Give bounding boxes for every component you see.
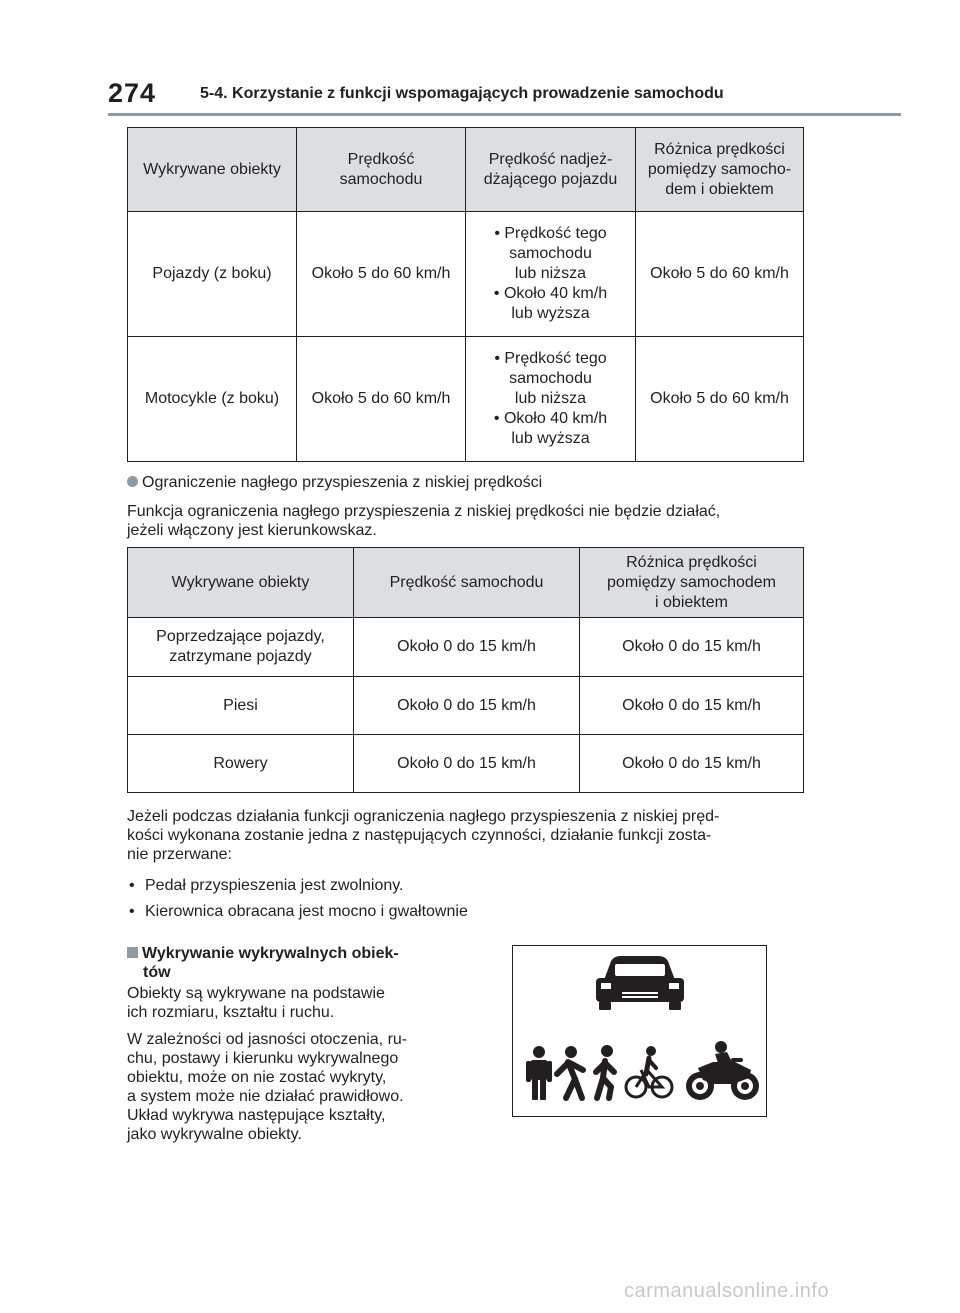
bicycle-icon bbox=[626, 1046, 672, 1097]
interruption-bullet: • Kierownica obracana jest mocno i gwałtownie bbox=[129, 903, 468, 920]
cell-vehicle-speed: Około 0 do 15 km/h bbox=[354, 735, 580, 793]
pedestrian-standing-icon bbox=[526, 1046, 552, 1100]
cell-speed-difference: Około 5 do 60 km/h bbox=[636, 212, 804, 337]
interruption-bullet: • Pedał przyspieszenia jest zwolniony. bbox=[129, 877, 404, 894]
low-speed-objects-table bbox=[127, 547, 804, 793]
table-header-row bbox=[128, 128, 804, 212]
cell-approaching-speed: • Prędkość tego samochodu lub niższa • Około 40 km/h lub wyższa bbox=[466, 212, 636, 337]
watermark: carmanualsonline.info bbox=[624, 1280, 830, 1302]
table-row bbox=[128, 337, 804, 462]
page-number: 274 bbox=[108, 78, 157, 108]
motorcycle-icon bbox=[686, 1041, 759, 1100]
cell-speed-difference: Około 0 do 15 km/h bbox=[580, 677, 804, 735]
pedestrian-walking-icon bbox=[557, 1046, 583, 1098]
car-icon bbox=[596, 956, 684, 1010]
table-header-row bbox=[128, 548, 804, 618]
header-detected-objects: Wykrywane obiekty bbox=[128, 128, 297, 212]
header-vehicle-speed: Prędkość samochodu bbox=[354, 548, 580, 618]
cell-object: Poprzedzające pojazdy, zatrzymane pojazdy bbox=[128, 618, 354, 677]
cell-object: Motocykle (z boku) bbox=[128, 337, 297, 462]
table-row bbox=[128, 677, 804, 735]
table-row bbox=[128, 212, 804, 337]
table-row bbox=[128, 735, 804, 793]
side-objects-table bbox=[127, 127, 804, 462]
cell-vehicle-speed: Około 5 do 60 km/h bbox=[297, 212, 466, 337]
header-approaching-speed: Prędkość nadjeż- dżającego pojazdu bbox=[466, 128, 636, 212]
cell-speed-difference: Około 0 do 15 km/h bbox=[580, 735, 804, 793]
cell-speed-difference: Około 0 do 15 km/h bbox=[580, 618, 804, 677]
chapter-title: 5-4. Korzystanie z funkcji wspomagających prowadzenie samochodu bbox=[200, 85, 724, 102]
cell-vehicle-speed: Około 5 do 60 km/h bbox=[297, 337, 466, 462]
header-speed-difference: Różnica prędkości pomiędzy samocho- dem i obiektem bbox=[636, 128, 804, 212]
header-divider bbox=[108, 113, 901, 116]
low-speed-paragraph: Funkcja ograniczenia nagłego przyspieszenia z niskiej prędkości nie będzie działać, jeżeli włączony jest kierunkowskaz. bbox=[127, 503, 721, 539]
cell-vehicle-speed: Około 0 do 15 km/h bbox=[354, 677, 580, 735]
table-row bbox=[128, 618, 804, 677]
header-detected-objects: Wykrywane obiekty bbox=[128, 548, 354, 618]
pedestrian-running-icon bbox=[596, 1045, 614, 1098]
cell-object: Pojazdy (z boku) bbox=[128, 212, 297, 337]
section-heading-low-speed: Ograniczenie nagłego przyspieszenia z niskiej prędkości bbox=[127, 474, 542, 492]
header-speed-difference: Różnica prędkości pomiędzy samochodem i obiektem bbox=[580, 548, 804, 618]
detection-heading: Wykrywanie wykrywalnych obiek- tów bbox=[127, 944, 457, 982]
section-square-icon bbox=[127, 947, 138, 958]
cell-speed-difference: Około 5 do 60 km/h bbox=[636, 337, 804, 462]
section-bullet-icon bbox=[127, 476, 138, 487]
cell-vehicle-speed: Około 0 do 15 km/h bbox=[354, 618, 580, 677]
header-vehicle-speed: Prędkość samochodu bbox=[297, 128, 466, 212]
detection-paragraph-2: W zależności od jasności otoczenia, ru- chu, postawy i kierunku wykrywalnego obiektu, może on nie zostać wykryty, a system może nie działać prawidłowo. Układ wykrywa następujące kształty, jako wykrywalne obiekty. bbox=[127, 1031, 408, 1143]
detectable-objects-figure bbox=[512, 945, 767, 1117]
interruption-paragraph: Jeżeli podczas działania funkcji ograniczenia nagłego przyspieszenia z niskiej pręd- kości wykonana zostanie jedna z następujących czynności, działanie funkcji zosta- nie przerwane: bbox=[127, 808, 720, 863]
cell-object: Rowery bbox=[128, 735, 354, 793]
cell-approaching-speed: • Prędkość tego samochodu lub niższa • Około 40 km/h lub wyższa bbox=[466, 337, 636, 462]
cell-object: Piesi bbox=[128, 677, 354, 735]
detection-paragraph-1: Obiekty są wykrywane na podstawie ich rozmiaru, kształtu i ruchu. bbox=[127, 985, 385, 1021]
